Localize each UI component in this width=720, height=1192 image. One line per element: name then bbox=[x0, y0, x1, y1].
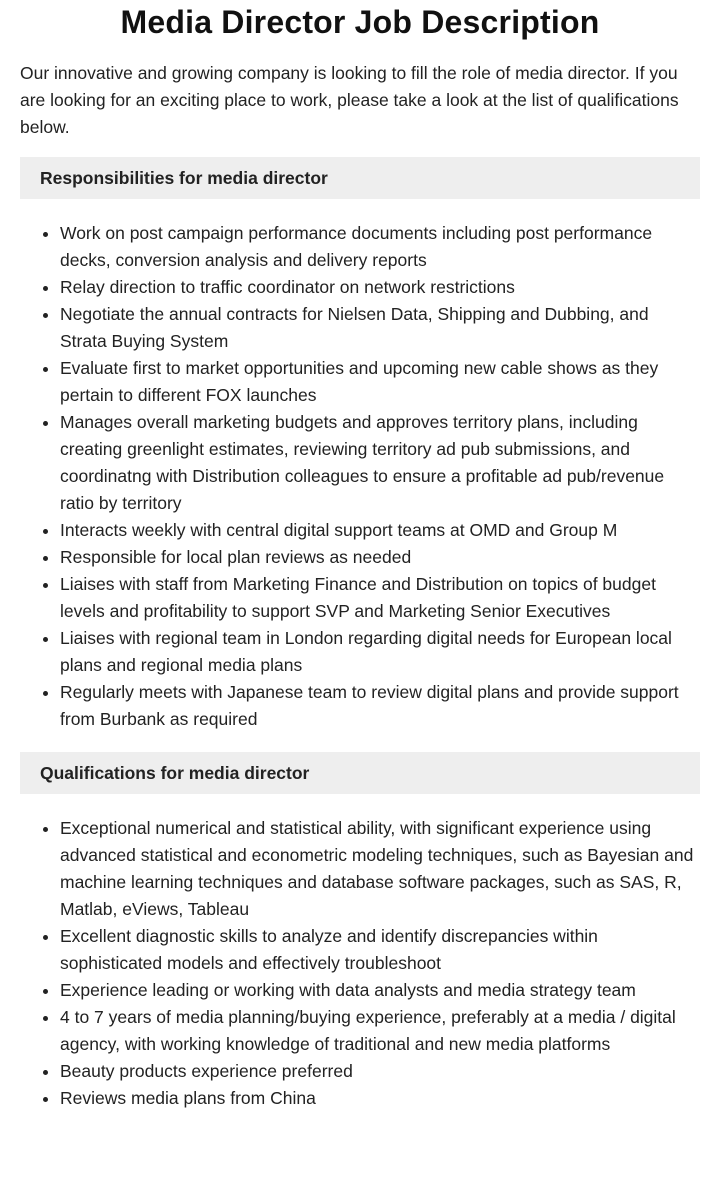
list-item: • Work on post campaign performance documents including post performance decks, conversion analysis and delivery reports bbox=[60, 220, 700, 274]
list-item: • Beauty products experience preferred bbox=[60, 1058, 700, 1085]
list-item: • Regularly meets with Japanese team to review digital plans and provide support from Burbank as required bbox=[60, 679, 700, 733]
list-item: • Experience leading or working with data analysts and media strategy team bbox=[60, 977, 700, 1004]
page-title: Media Director Job Description bbox=[120, 4, 600, 40]
qualifications-heading: Qualifications for media director bbox=[20, 752, 700, 794]
list-item: • Evaluate first to market opportunities and upcoming new cable shows as they pertain to different FOX launches bbox=[60, 355, 700, 409]
list-item: • Negotiate the annual contracts for Nielsen Data, Shipping and Dubbing, and Strata Buying System bbox=[60, 301, 700, 355]
responsibilities-list bbox=[20, 220, 700, 733]
list-item: • Liaises with regional team in London regarding digital needs for European local plans and regional media plans bbox=[60, 625, 700, 679]
list-item: • Interacts weekly with central digital support teams at OMD and Group M bbox=[60, 517, 700, 544]
list-item: • Responsible for local plan reviews as needed bbox=[60, 544, 700, 571]
list-item: • Liaises with staff from Marketing Finance and Distribution on topics of budget levels and profitability to support SVP and Marketing Senior Executives bbox=[60, 571, 700, 625]
list-item: • Reviews media plans from China bbox=[60, 1085, 700, 1112]
list-item: • Relay direction to traffic coordinator on network restrictions bbox=[60, 274, 700, 301]
responsibilities-heading: Responsibilities for media director bbox=[20, 157, 700, 199]
qualifications-list bbox=[20, 815, 700, 1112]
list-item: • Exceptional numerical and statistical ability, with significant experience using advanced statistical and econometric modeling techniques, such as Bayesian and machine learning techniques and database software packages, such as SAS, R, Matlab, eViews, Tableau bbox=[60, 815, 700, 923]
list-item: • 4 to 7 years of media planning/buying experience, preferably at a media / digital agency, with working knowledge of traditional and new media platforms bbox=[60, 1004, 700, 1058]
list-item: • Excellent diagnostic skills to analyze and identify discrepancies within sophisticated models and effectively troubleshoot bbox=[60, 923, 700, 977]
intro-paragraph: Our innovative and growing company is looking to fill the role of media director. If you are looking for an exciting place to work, please take a look at the list of qualifications below. bbox=[20, 63, 679, 137]
list-item: • Manages overall marketing budgets and approves territory plans, including creating greenlight estimates, reviewing territory ad pub submissions, and coordinatng with Distribution colleagues to ensure a profitable ad pub/revenue ratio by territory bbox=[60, 409, 700, 517]
